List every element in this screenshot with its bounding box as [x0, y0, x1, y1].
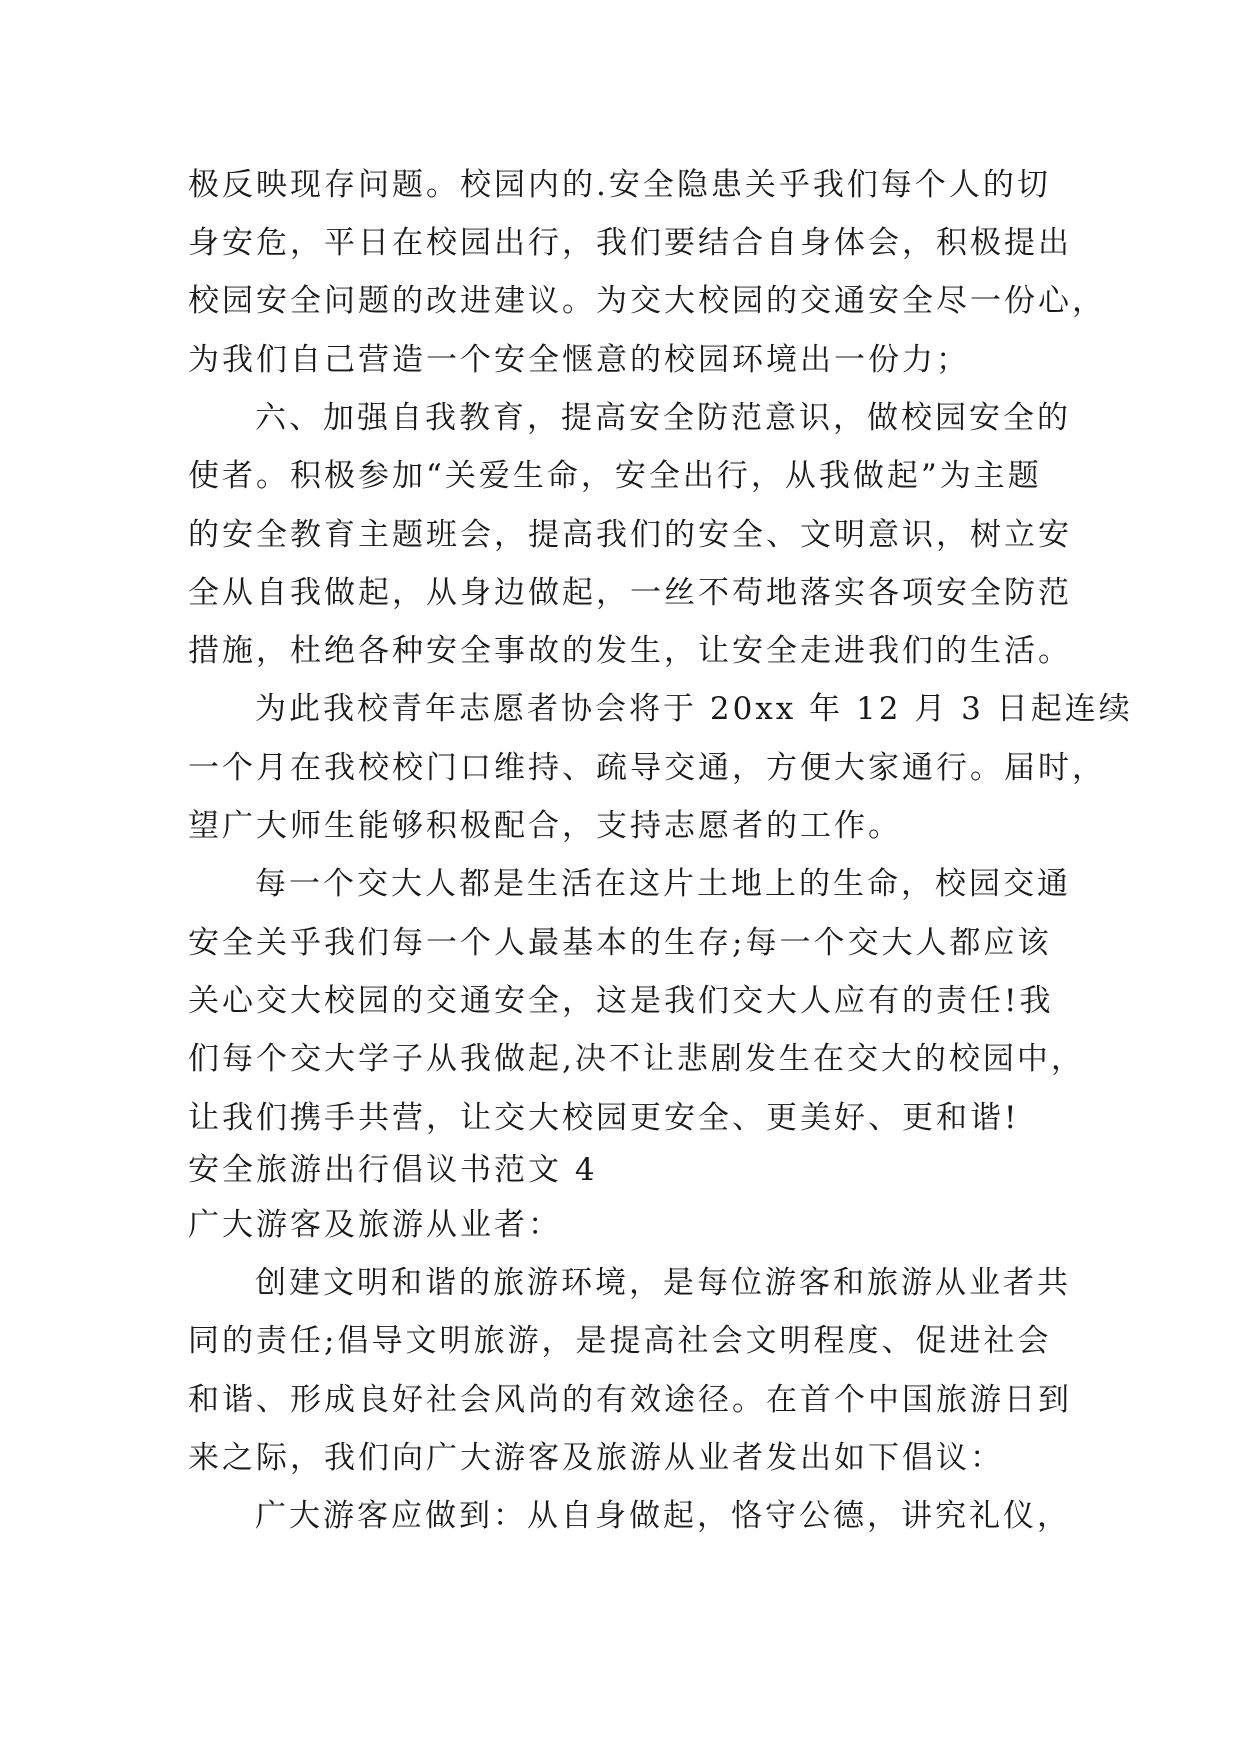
section-heading: 安全旅游出行倡议书范文 4 [188, 1152, 598, 1188]
paragraph-first-line: 创建文明和谐的旅游环境，是每位游客和旅游从业者共 [255, 1265, 1071, 1301]
text-line: 措施，杜绝各种安全事故的发生，让安全走进我们的生活。 [188, 633, 1072, 669]
text-line: 为我们自己营造一个安全惬意的校园环境出一份力； [188, 342, 970, 378]
text-line: 和谐、形成良好社会风尚的有效途径。在首个中国旅游日到 [188, 1382, 1072, 1418]
text-line: 来之际，我们向广大游客及旅游从业者发出如下倡议： [188, 1440, 1004, 1476]
paragraph-first-line: 广大游客应做到：从自身做起，恪守公德，讲究礼仪， [255, 1498, 1071, 1534]
text-line: 一个月在我校校门口维持、疏导交通，方便大家通行。届时， [188, 750, 1106, 786]
paragraph-first-line: 每一个交大人都是生活在这片土地上的生命，校园交通 [255, 866, 1071, 902]
text-line: 们每个交大学子从我做起,决不让悲剧发生在交大的校园中， [188, 1041, 1085, 1077]
paragraph-first-line: 为此我校青年志愿者协会将于 20xx 年 12 月 3 日起连续 [255, 691, 1133, 727]
salutation: 广大游客及旅游从业者： [188, 1207, 562, 1243]
text-line: 的安全教育主题班会，提高我们的安全、文明意识，树立安 [188, 517, 1072, 553]
text-line: 极反映现存问题。校园内的.安全隐患关乎我们每个人的切 [188, 167, 1051, 203]
text-line: 身安危，平日在校园出行，我们要结合自身体会，积极提出 [188, 225, 1072, 261]
text-line: 让我们携手共营，让交大校园更安全、更美好、更和谐! [188, 1100, 1020, 1136]
text-line: 关心交大校园的交通安全，这是我们交大人应有的责任!我 [188, 983, 1054, 1019]
text-line: 校园安全问题的改进建议。为交大校园的交通安全尽一份心， [188, 283, 1106, 319]
text-line: 望广大师生能够积极配合，支持志愿者的工作。 [188, 808, 902, 844]
text-line: 安全关乎我们每一个人最基本的生存;每一个交大人都应该 [188, 925, 1052, 961]
text-line: 同的责任;倡导文明旅游，是提高社会文明程度、促进社会 [188, 1323, 1052, 1359]
paragraph-first-line: 六、加强自我教育，提高安全防范意识，做校园安全的 [255, 400, 1071, 436]
text-line: 使者。积极参加“关爱生命，安全出行，从我做起”为主题 [188, 458, 1042, 494]
text-line: 全从自我做起，从身边做起，一丝不苟地落实各项安全防范 [188, 575, 1072, 611]
